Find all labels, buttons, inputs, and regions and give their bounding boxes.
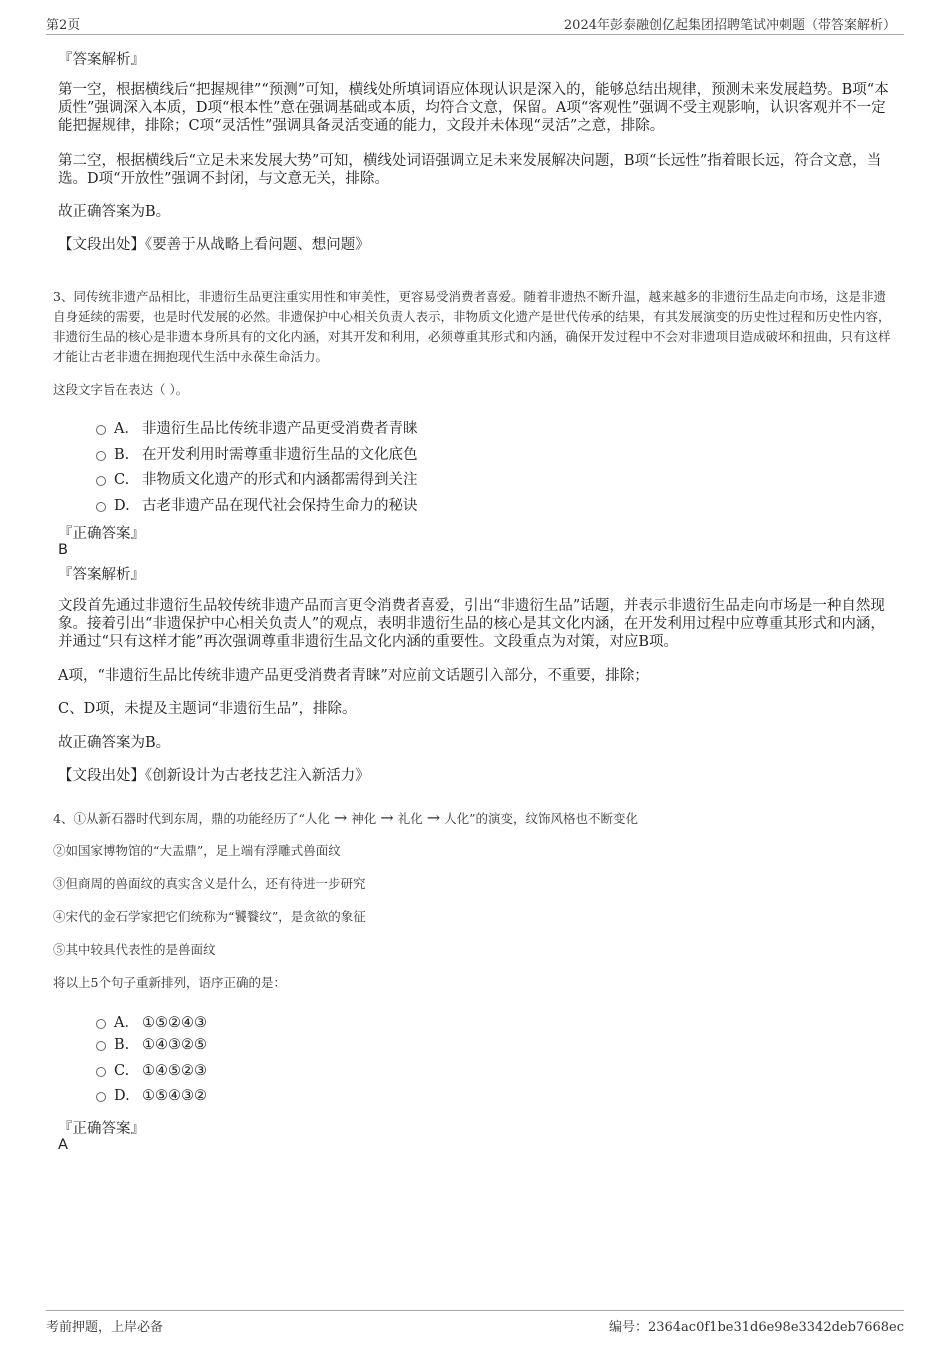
q4-s1-part: 神化 [351,811,377,826]
q4-option-d[interactable] [96,1088,207,1110]
q4-sentence-2: ②如国家博物馆的“大盂鼎”，足上端有浮雕式兽面纹 [53,843,341,858]
page-number: 第2页 [46,18,81,33]
q4-s1-part: 人化”的演变，纹饰风格也不断变化 [444,811,639,826]
q4-correct-label: 『正确答案』 [58,1121,145,1137]
footer-slogan: 考前押题，上岸必备 [46,1320,164,1335]
q2-conclusion: 故正确答案为B。 [58,204,171,220]
q4-sentence-4: ④宋代的金石学家把它们统称为“饕餮纹”，是贪欲的象征 [53,909,366,924]
q4-correct-answer: A [58,1137,68,1153]
q4-option-c[interactable] [96,1063,207,1085]
option-text: 非物质文化遗产的形式和内涵都需得到关注 [142,472,418,488]
q3-option-a[interactable] [96,417,418,439]
q3-correct-answer: B [58,542,68,558]
q4-s1-part: 礼化 [397,811,423,826]
option-letter: A． [114,421,139,437]
option-letter: C. [114,472,130,488]
option-letter: D. [114,1088,130,1104]
q3-question: 这段文字旨在表达（ ）。 [53,382,189,397]
arrow-right-icon: → [333,808,348,827]
radio-icon[interactable] [96,451,106,461]
arrow-right-icon: → [426,808,441,827]
option-text: ①④③②⑤ [142,1037,207,1053]
q4-option-a[interactable] [96,1011,207,1033]
radio-icon[interactable] [96,502,106,512]
q4-sentence-1 [53,808,638,829]
document-code: 编号：2364ac0f1be31d6e98e3342deb7668ec [608,1320,904,1335]
radio-icon[interactable] [96,425,106,435]
page-header [46,14,904,35]
q4-option-b[interactable] [96,1037,207,1059]
q2-source: 【文段出处】《要善于从战略上看问题、想问题》 [58,237,370,253]
q3-analysis-label: 『答案解析』 [58,567,145,583]
q3-analysis-p1: 文段首先通过非遗衍生品较传统非遗产品而言更令消费者喜爱，引出“非遗衍生品”话题，并表示非遗衍生品走向市场是一种自然现象。接着引出“非遗保护中心相关负责人”的观点，表明非遗衍生品的核心是其文化内涵，在开发利用过程中应尊重其形式和内涵，并通过“只有这样才能”再次强调尊重非遗衍生品文化内涵的重要性。文段重点为对策，对应B项。 [58,598,885,650]
q4-question: 将以上5个句子重新排列，语序正确的是： [53,975,286,990]
option-letter: C. [114,1063,130,1079]
q3-correct-label: 『正确答案』 [58,526,145,542]
q3-option-b[interactable] [96,443,418,465]
arrow-right-icon: → [380,808,394,827]
q3-stem: 3、同传统非遗产品相比，非遗衍生品更注重实用性和审美性，更容易受消费者喜爱。随着非遗热不断升温，越来越多的非遗衍生品走向市场，这是非遗自身延续的需要，也是时代发展的必然。非遗保护中心相关负责人表示，非物质文化遗产是世代传承的结果，有其发展演变的历史性过程和历史性内容，非遗衍生品的核心是非遗本身所具有的文化内涵，对其开发和利用，必须尊重其形式和内涵，确保开发过程中不会对非遗项目造成破坏和扭曲，只有这样才能让古老非遗在拥抱现代生活中永葆生命活力。 [53,289,891,364]
option-letter: D. [114,498,130,514]
q4-sentence-3: ③但商周的兽面纹的真实含义是什么，还有待进一步研究 [53,876,366,891]
q3-option-c[interactable] [96,468,418,490]
q2-analysis-p2: 第二空，根据横线后“立足未来发展大势”可知，横线处词语强调立足未来发展解决问题，B项“长远性”指着眼长远，符合文意，当选。D项“开放性”强调不封闭，与文意无关，排除。 [58,153,882,187]
q4-s1-part: 4、①从新石器时代到东周，鼎的功能经历了“人化 [53,811,330,826]
option-text: 在开发利用时需尊重非遗衍生品的文化底色 [142,447,418,463]
document-title: 2024年彭泰融创亿起集团招聘笔试冲刺题（带答案解析） [563,18,896,33]
radio-icon[interactable] [96,1019,106,1029]
option-text: ①⑤④③② [142,1088,207,1104]
q3-source: 【文段出处】《创新设计为古老技艺注入新活力》 [58,768,370,784]
q3-option-d[interactable] [96,494,418,516]
radio-icon[interactable] [96,476,106,486]
q3-conclusion: 故正确答案为B。 [58,735,171,751]
option-text: ①④⑤②③ [142,1063,207,1079]
option-letter: B. [114,447,130,463]
option-text: 非遗衍生品比传统非遗产品更受消费者青睐 [142,421,418,437]
q3-analysis-p3: C、D项，未提及主题词“非遗衍生品”，排除。 [58,701,357,717]
option-letter: B. [114,1037,130,1053]
option-text: 古老非遗产品在现代社会保持生命力的秘诀 [142,498,418,514]
option-letter: A． [114,1015,139,1031]
q2-analysis-label: 『答案解析』 [58,52,145,68]
q2-analysis-p1: 第一空，根据横线后“把握规律”“预测”可知，横线处所填词语应体现认识是深入的，能够总结出规律，预测未来发展趋势。B项“本质性”强调深入本质，D项“根本性”意在强调基础或本质，均符合文意，保留。A项“客观性”强调不受主观影响，认识客观并不一定能把握规律，排除；C项“灵活性”强调具备灵活变通的能力，文段并未体现“灵活”之意，排除。 [58,82,889,134]
radio-icon[interactable] [96,1067,106,1077]
option-text: ①⑤②④③ [142,1015,207,1031]
page-footer [46,1310,904,1336]
q4-sentence-5: ⑤其中较具代表性的是兽面纹 [53,942,216,957]
radio-icon[interactable] [96,1041,106,1051]
radio-icon[interactable] [96,1092,106,1102]
q3-analysis-p2: A项，“非遗衍生品比传统非遗产品更受消费者青睐”对应前文话题引入部分，不重要，排除； [58,668,649,684]
